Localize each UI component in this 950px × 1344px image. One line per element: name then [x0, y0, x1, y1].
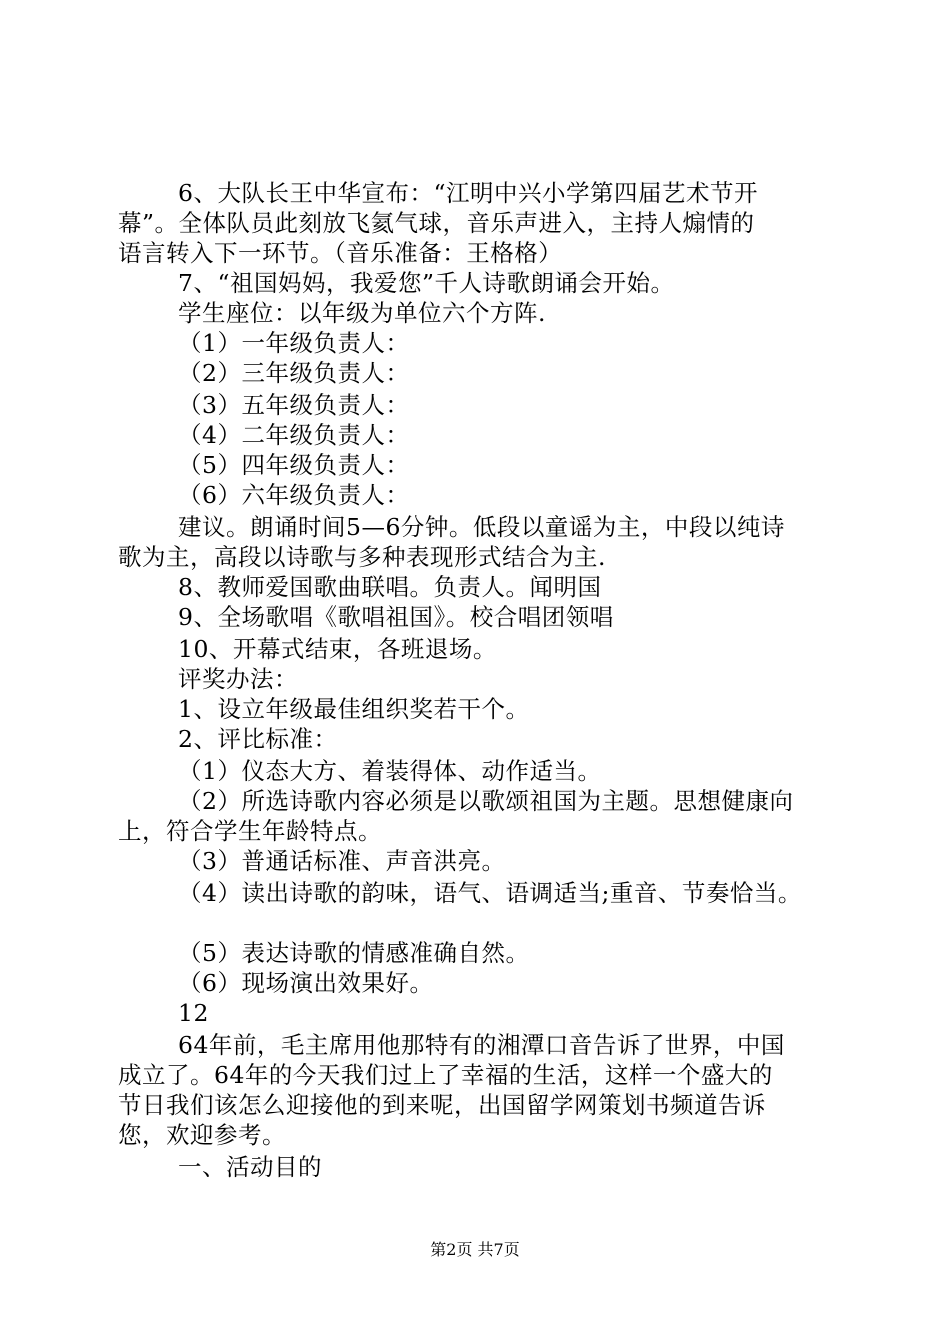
body-line: （5）四年级负责人： — [178, 451, 410, 479]
body-line: 歌为主，高段以诗歌与多种表现形式结合为主. — [118, 543, 606, 571]
body-line: （4）二年级负责人： — [178, 421, 410, 449]
body-line: 幕”。全体队员此刻放飞氦气球，音乐声进入，主持人煽情的 — [118, 209, 755, 237]
body-line: 学生座位：以年级为单位六个方阵. — [178, 299, 546, 327]
body-line: 8、教师爱国歌曲联唱。负责人。闻明国 — [178, 573, 602, 601]
body-line: （5）表达诗歌的情感准确自然。 — [178, 939, 530, 967]
body-line: 建议。朗诵时间5—6分钟。低段以童谣为主，中段以纯诗 — [178, 513, 785, 541]
body-line: 语言转入下一环节。（音乐准备：王格格） — [118, 239, 563, 267]
body-line: （6）现场演出效果好。 — [178, 969, 434, 997]
body-line: 评奖办法： — [178, 665, 298, 693]
page-footer: 第2页 共7页 — [430, 1240, 520, 1259]
body-line: （4）读出诗歌的韵味，语气、语调适当;重音、节奏恰当。 — [178, 879, 802, 907]
body-line: （1）仪态大方、着装得体、动作适当。 — [178, 757, 602, 785]
body-line: 6、大队长王中华宣布：“江明中兴小学第四届艺术节开 — [178, 179, 758, 207]
body-line: 上，符合学生年龄特点。 — [118, 817, 382, 845]
body-line: 1、设立年级最佳组织奖若干个。 — [178, 695, 530, 723]
body-line: 成立了。64年的今天我们过上了幸福的生活，这样一个盛大的 — [118, 1061, 773, 1089]
body-line: 9、全场歌唱《歌唱祖国》。校合唱团领唱 — [178, 603, 614, 631]
body-line: 您，欢迎参考。 — [118, 1121, 286, 1149]
body-line: （3）普通话标准、声音洪亮。 — [178, 847, 506, 875]
body-line: （2）所选诗歌内容必须是以歌颂祖国为主题。思想健康向 — [178, 787, 794, 815]
body-line: 7、“祖国妈妈，我爱您”千人诗歌朗诵会开始。 — [178, 269, 675, 297]
body-line: （3）五年级负责人： — [178, 391, 410, 419]
body-line: （1）一年级负责人： — [178, 329, 410, 357]
body-line: 2、评比标准： — [178, 725, 338, 753]
body-line: （2）三年级负责人： — [178, 359, 410, 387]
body-line: 节日我们该怎么迎接他的到来呢，出国留学网策划书频道告诉 — [118, 1091, 766, 1119]
body-line: 10、开幕式结束，各班退场。 — [178, 635, 497, 663]
body-line: 12 — [178, 999, 209, 1027]
body-line: 64年前，毛主席用他那特有的湘潭口音告诉了世界，中国 — [178, 1031, 785, 1059]
body-line: 一、活动目的 — [178, 1153, 322, 1181]
body-line: （6）六年级负责人： — [178, 481, 410, 509]
